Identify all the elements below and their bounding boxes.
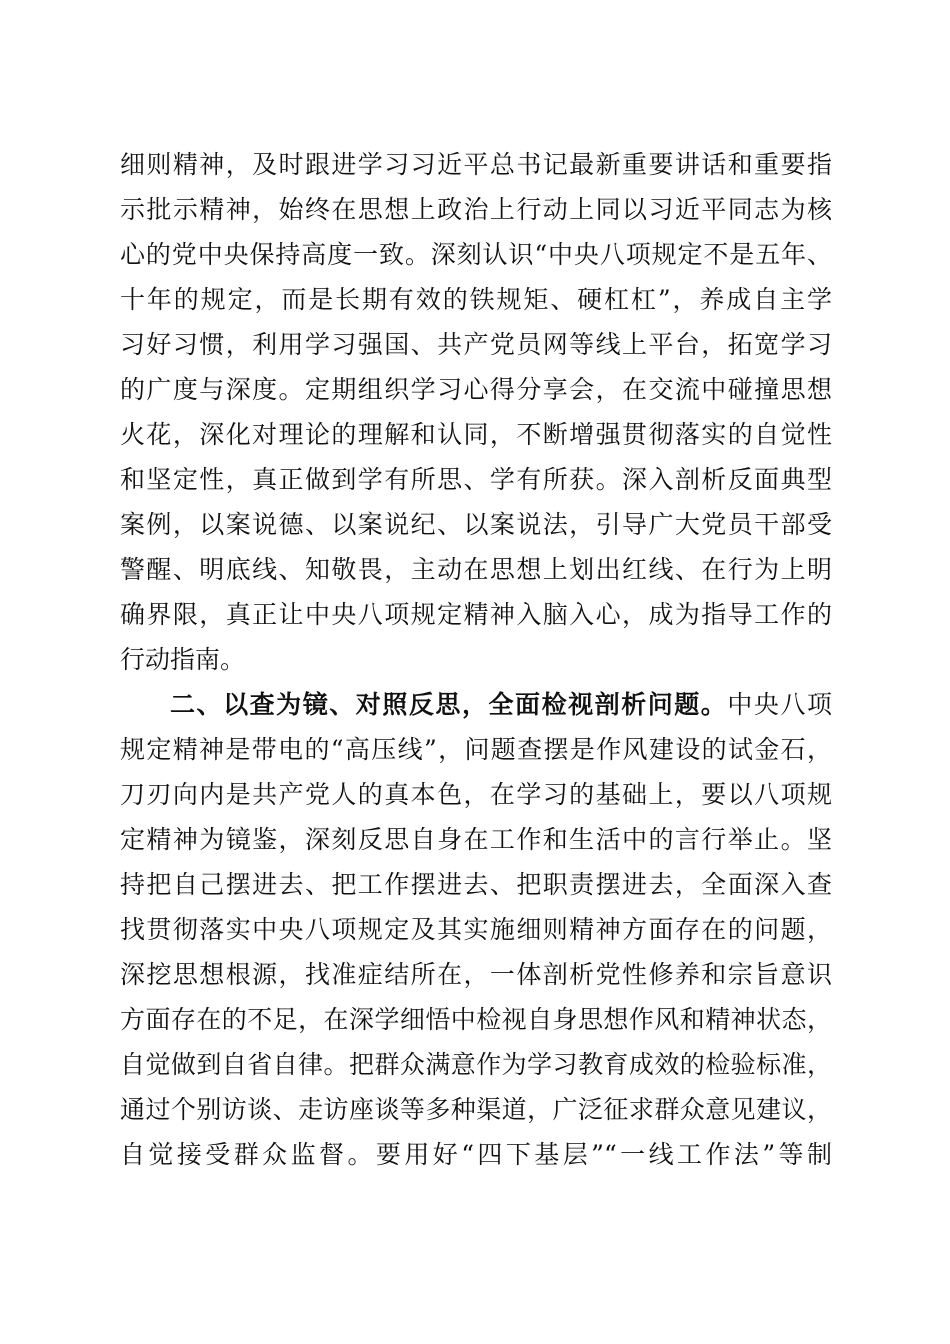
paragraph-line: 方面存在的不足，在深学细悟中检视自身思想作风和精神状态， [120, 1005, 832, 1034]
paragraph-line: 自觉接受群众监督。要用好“四下基层”“一线工作法”等制 [120, 1140, 832, 1169]
heading-line-rest: 中央八项 [727, 690, 832, 719]
paragraph-2 [120, 682, 832, 1177]
section-heading: 二、以查为镜、对照反思，全面检视剖析问题。 [170, 690, 728, 719]
paragraph-line: 通过个别访谈、走访座谈等多种渠道，广泛征求群众意见建议， [120, 1095, 832, 1124]
paragraph-line: 自觉做到自省自律。把群众满意作为学习教育成效的检验标准， [120, 1050, 832, 1079]
paragraph-line: 习好习惯，利用学习强国、共产党员网等线上平台，拓宽学习 [120, 330, 832, 359]
paragraph-line: 细则精神，及时跟进学习习近平总书记最新重要讲话和重要指 [120, 150, 832, 179]
paragraph-line: 心的党中央保持高度一致。深刻认识“中央八项规定不是五年、 [120, 240, 832, 269]
paragraph-line: 火花，深化对理论的理解和认同，不断增强贯彻落实的自觉性 [120, 420, 832, 449]
paragraph-line: 找贯彻落实中央八项规定及其实施细则精神方面存在的问题， [120, 915, 832, 944]
paragraph-line: 和坚定性，真正做到学有所思、学有所获。深入剖析反面典型 [120, 465, 832, 494]
paragraph-line: 的广度与深度。定期组织学习心得分享会，在交流中碰撞思想 [120, 375, 832, 404]
paragraph-first-line [120, 682, 832, 727]
paragraph-1 [120, 142, 832, 682]
paragraph-line: 十年的规定，而是长期有效的铁规矩、硬杠杠”，养成自主学 [120, 285, 832, 314]
paragraph-line: 刀刃向内是共产党人的真本色，在学习的基础上，要以八项规 [120, 780, 832, 809]
paragraph-line: 规定精神是带电的“高压线”，问题查摆是作风建设的试金石， [120, 735, 832, 764]
paragraph-line: 定精神为镜鉴，深刻反思自身在工作和生活中的言行举止。坚 [120, 825, 832, 854]
paragraph-line: 示批示精神，始终在思想上政治上行动上同以习近平同志为核 [120, 195, 832, 224]
paragraph-line: 案例，以案说德、以案说纪、以案说法，引导广大党员干部受 [120, 510, 832, 539]
document-body [120, 142, 832, 1177]
paragraph-line: 确界限，真正让中央八项规定精神入脑入心，成为指导工作的 [120, 600, 832, 629]
paragraph-line: 警醒、明底线、知敬畏，主动在思想上划出红线、在行为上明 [120, 555, 832, 584]
paragraph-line: 深挖思想根源，找准症结所在，一体剖析党性修养和宗旨意识 [120, 960, 832, 989]
paragraph-line: 行动指南。 [120, 645, 246, 674]
paragraph-line: 持把自己摆进去、把工作摆进去、把职责摆进去，全面深入查 [120, 870, 832, 899]
